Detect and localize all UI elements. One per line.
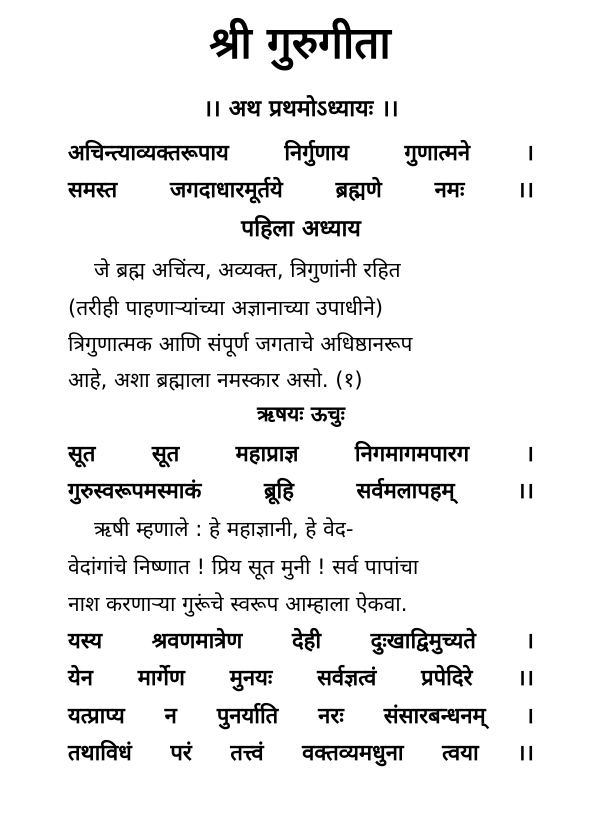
verse-word: ब्रह्मणे <box>335 178 382 203</box>
verse-word: नरः <box>318 704 344 729</box>
verse-line <box>68 668 534 690</box>
translation-line: आहे, अशा ब्रह्माला नमस्कार असो. (१) <box>68 368 363 392</box>
verse-danda: ।। <box>517 666 534 691</box>
verse-word: गुणात्मने <box>404 141 471 166</box>
verse-word: पुनर्याति <box>216 704 279 729</box>
speaker-heading: ऋषयः ऊचुः <box>257 402 345 426</box>
verse-word: मार्गेण <box>137 666 185 691</box>
verse-danda: । <box>525 141 534 166</box>
verse-word: महाप्राज्ञ <box>235 442 299 467</box>
verse-danda: । <box>525 629 534 654</box>
page-title: श्री गुरुगीता <box>209 18 391 69</box>
verse-word: ब्रूहि <box>263 479 294 504</box>
verse-word: समस्त <box>68 178 118 203</box>
verse-line <box>68 444 534 466</box>
verse-word: यत्प्राप्य <box>68 704 125 729</box>
verse-word: संसारबन्धनम् <box>383 704 486 729</box>
verse-word: यस्य <box>68 629 103 654</box>
verse-word: वक्तव्यमधुना <box>302 741 404 766</box>
verse-word: जगदाधारमूर्तये <box>170 178 283 203</box>
translation-line: नाश करणाऱ्या गुरूंचे स्वरूप आम्हाला ऐकवा. <box>68 592 408 616</box>
verse-word: परं <box>170 741 192 766</box>
verse-danda: ।। <box>517 178 534 203</box>
verse-word: निर्गुणाय <box>284 141 349 166</box>
verse-word: न <box>164 704 177 729</box>
verse-danda: ।। <box>517 741 534 766</box>
verse-word: तत्त्वं <box>230 741 264 766</box>
verse-line <box>68 631 534 653</box>
verse-word: सूत <box>68 442 96 467</box>
translation-line: जे ब्रह्म अचिंत्य, अव्यक्त, त्रिगुणांनी रहित <box>94 258 401 282</box>
verse-danda: । <box>525 704 534 729</box>
verse-word: गुरुस्वरूपमस्माकं <box>68 479 202 504</box>
verse-danda: ।। <box>517 479 534 504</box>
verse-danda: । <box>525 442 534 467</box>
translation-line: (तरीही पाहणाऱ्यांच्या अज्ञानाच्या उपाधीने) <box>68 296 384 320</box>
verse-word: सर्वज्ञत्वं <box>317 666 377 691</box>
verse-word: प्रपेदिरे <box>421 666 473 691</box>
verse-line <box>68 706 534 728</box>
verse-word: नमः <box>434 178 465 203</box>
verse-word: सूत <box>151 442 180 467</box>
translation-line: त्रिगुणात्मक आणि संपूर्ण जगताचे अधिष्ठानरूप <box>68 332 413 356</box>
verse-line <box>68 743 534 765</box>
translation-line: वेदांगांचे निष्णात ! प्रिय सूत मुनी ! सर्व पापांचा <box>68 555 419 579</box>
verse-word: निगमागमपारग <box>354 442 470 467</box>
verse-word: श्रवणमात्रेण <box>151 629 243 654</box>
verse-word: तथाविधं <box>68 741 132 766</box>
verse-word: अचिन्त्याव्यक्तरूपाय <box>68 141 229 166</box>
translation-line: ऋषी म्हणाले : हे महाज्ञानी, हे वेद- <box>94 517 354 541</box>
verse-word: दुःखाद्विमुच्यते <box>370 629 476 654</box>
verse-line <box>68 180 534 202</box>
verse-word: सर्वमलापहम् <box>356 479 455 504</box>
verse-line <box>68 143 534 165</box>
verse-word: मुनयः <box>229 666 273 691</box>
marathi-heading: पहिला अध्याय <box>241 216 361 242</box>
verse-word: त्वया <box>442 741 479 766</box>
chapter-heading: ।। अथ प्रथमोऽध्यायः ।। <box>203 96 399 122</box>
verse-line <box>68 481 534 503</box>
verse-word: येन <box>68 666 93 691</box>
verse-word: देही <box>291 629 322 654</box>
